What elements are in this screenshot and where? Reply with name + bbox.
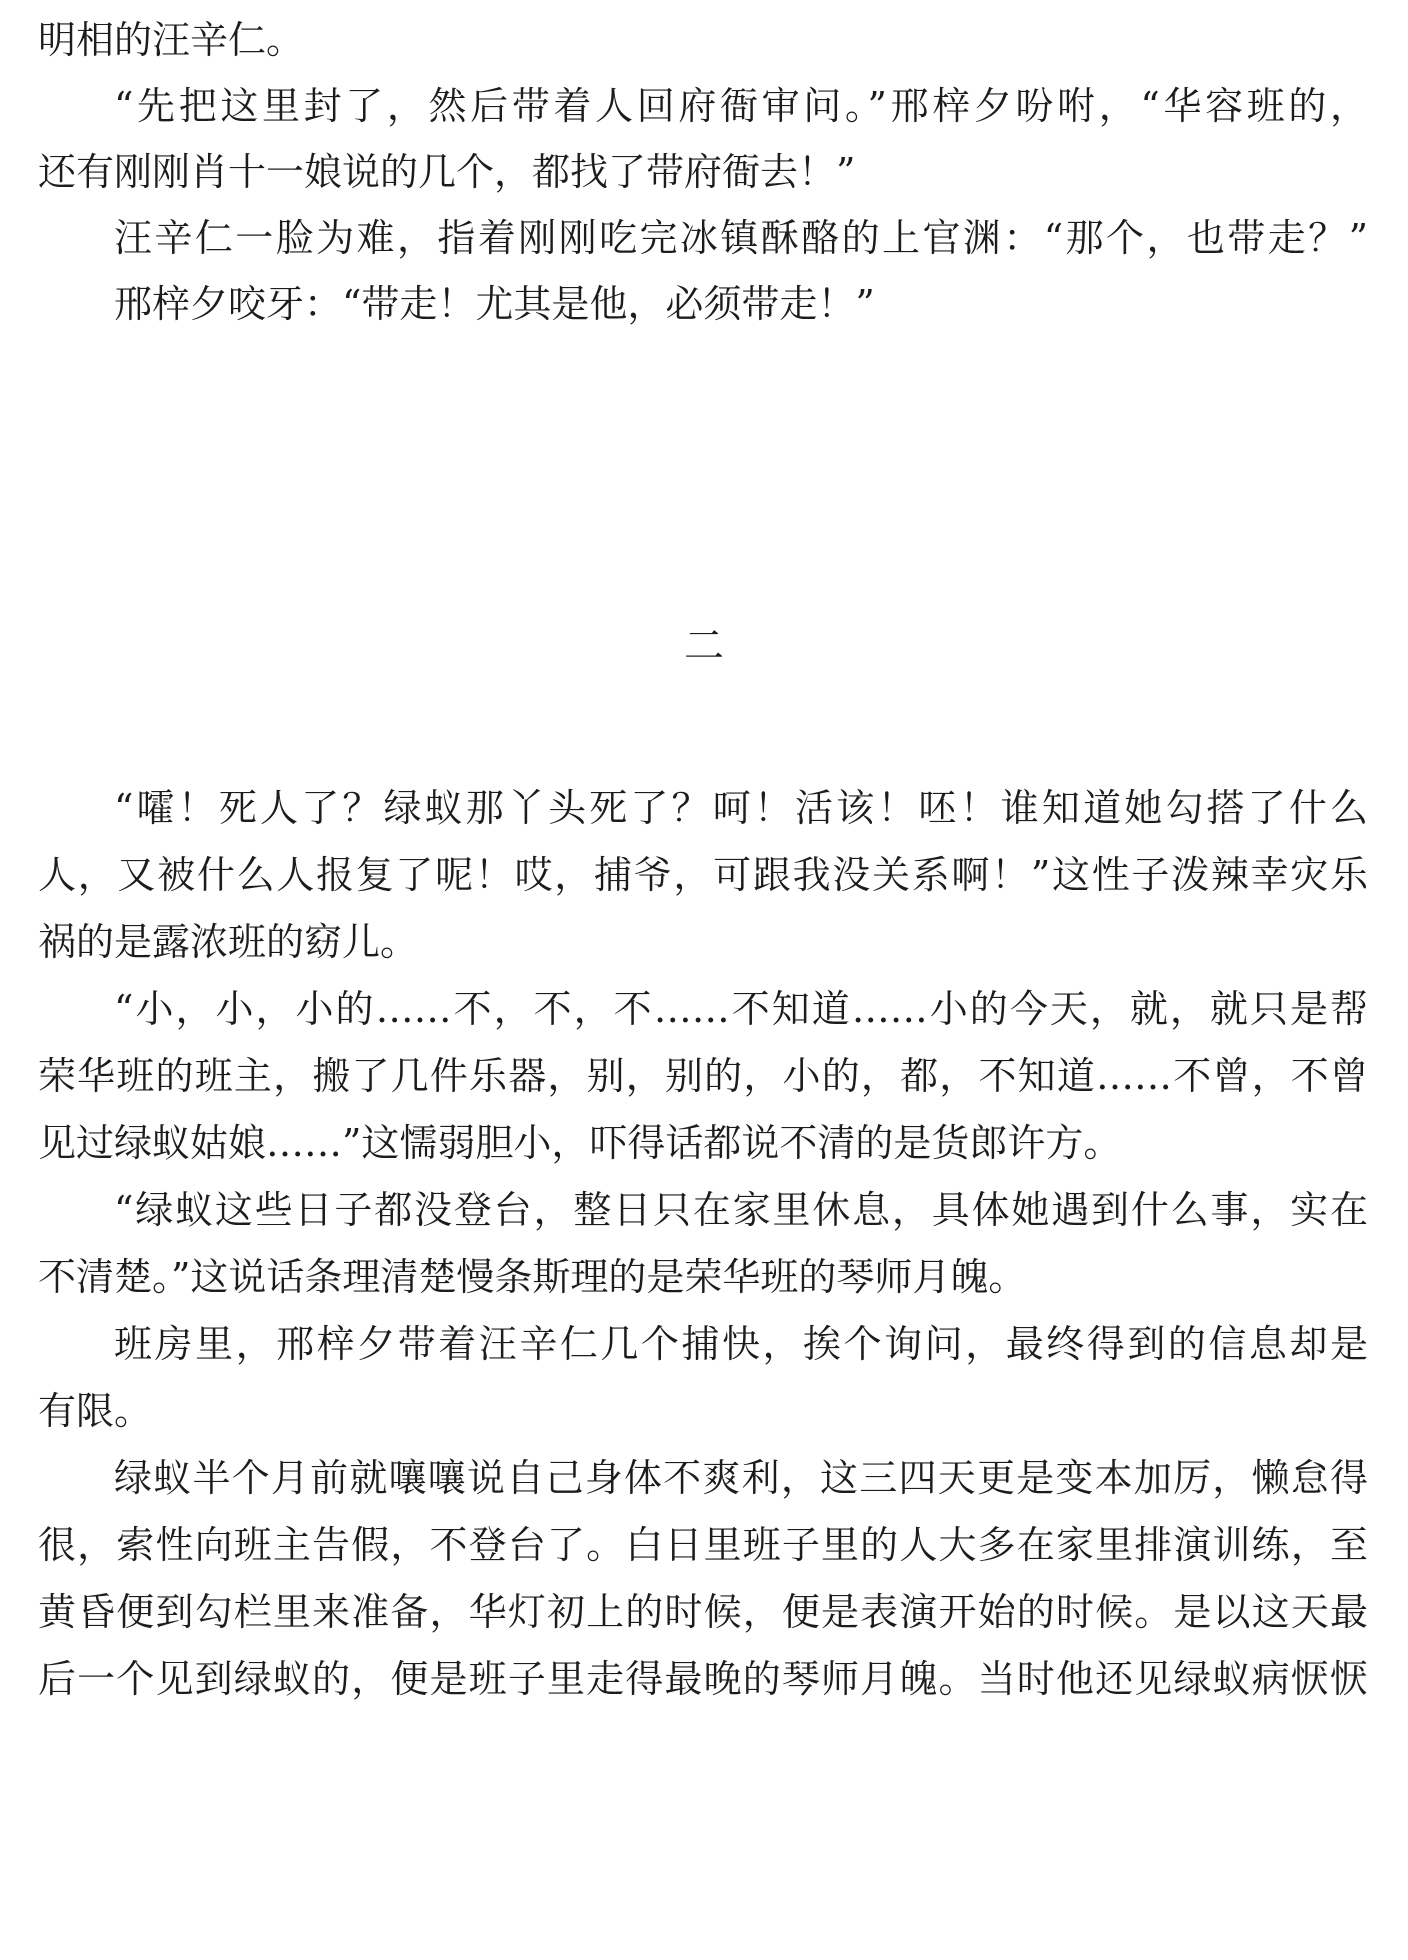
text-line: 汪辛仁一脸为难，指着刚刚吃完冰镇酥酪的上官渊：“那个，也带走？”	[114, 216, 1368, 260]
text-line: 邢梓夕咬牙：“带走！尤其是他，必须带走！”	[114, 282, 875, 326]
text-line: “绿蚁这些日子都没登台，整日只在家里休息，具体她遇到什么事，实在	[114, 1188, 1368, 1232]
text-line: “先把这里封了，然后带着人回府衙审问。”邢梓夕吩咐，“华容班的，	[114, 84, 1368, 128]
text-line: 班房里，邢梓夕带着汪辛仁几个捕快，挨个询问，最终得到的信息却是	[114, 1322, 1368, 1366]
text-line: “嚯！死人了？绿蚁那丫头死了？呵！活该！呸！谁知道她勾搭了什么	[114, 786, 1368, 830]
text-line: 后一个见到绿蚁的，便是班子里走得最晚的琴师月魄。当时他还见绿蚁病恹恹	[38, 1657, 1368, 1701]
text-line: 很，索性向班主告假，不登台了。白日里班子里的人大多在家里排演训练，至	[38, 1523, 1368, 1567]
text-line: 人，又被什么人报复了呢！哎，捕爷，可跟我没关系啊！”这性子泼辣幸灾乐	[38, 853, 1368, 897]
text-line: 有限。	[38, 1389, 153, 1433]
text-line: 黄昏便到勾栏里来准备，华灯初上的时候，便是表演开始的时候。是以这天最	[38, 1590, 1368, 1634]
text-line: 明相的汪辛仁。	[38, 18, 305, 62]
text-line: 绿蚁半个月前就嚷嚷说自己身体不爽利，这三四天更是变本加厉，懒怠得	[114, 1456, 1368, 1500]
text-line: 祸的是露浓班的窈儿。	[38, 920, 419, 964]
text-line: 不清楚。”这说话条理清楚慢条斯理的是荣华班的琴师月魄。	[38, 1255, 1027, 1299]
text-line: 还有刚刚肖十一娘说的几个，都找了带府衙去！”	[38, 150, 856, 194]
text-line: 见过绿蚁姑娘……”这懦弱胆小，吓得话都说不清的是货郎许方。	[38, 1121, 1122, 1165]
text-line: 荣华班的班主，搬了几件乐器，别，别的，小的，都，不知道……不曾，不曾	[38, 1054, 1368, 1098]
chapter-heading: 二	[684, 623, 724, 669]
text-line: “小，小，小的……不，不，不……不知道……小的今天，就，就只是帮	[114, 987, 1368, 1031]
